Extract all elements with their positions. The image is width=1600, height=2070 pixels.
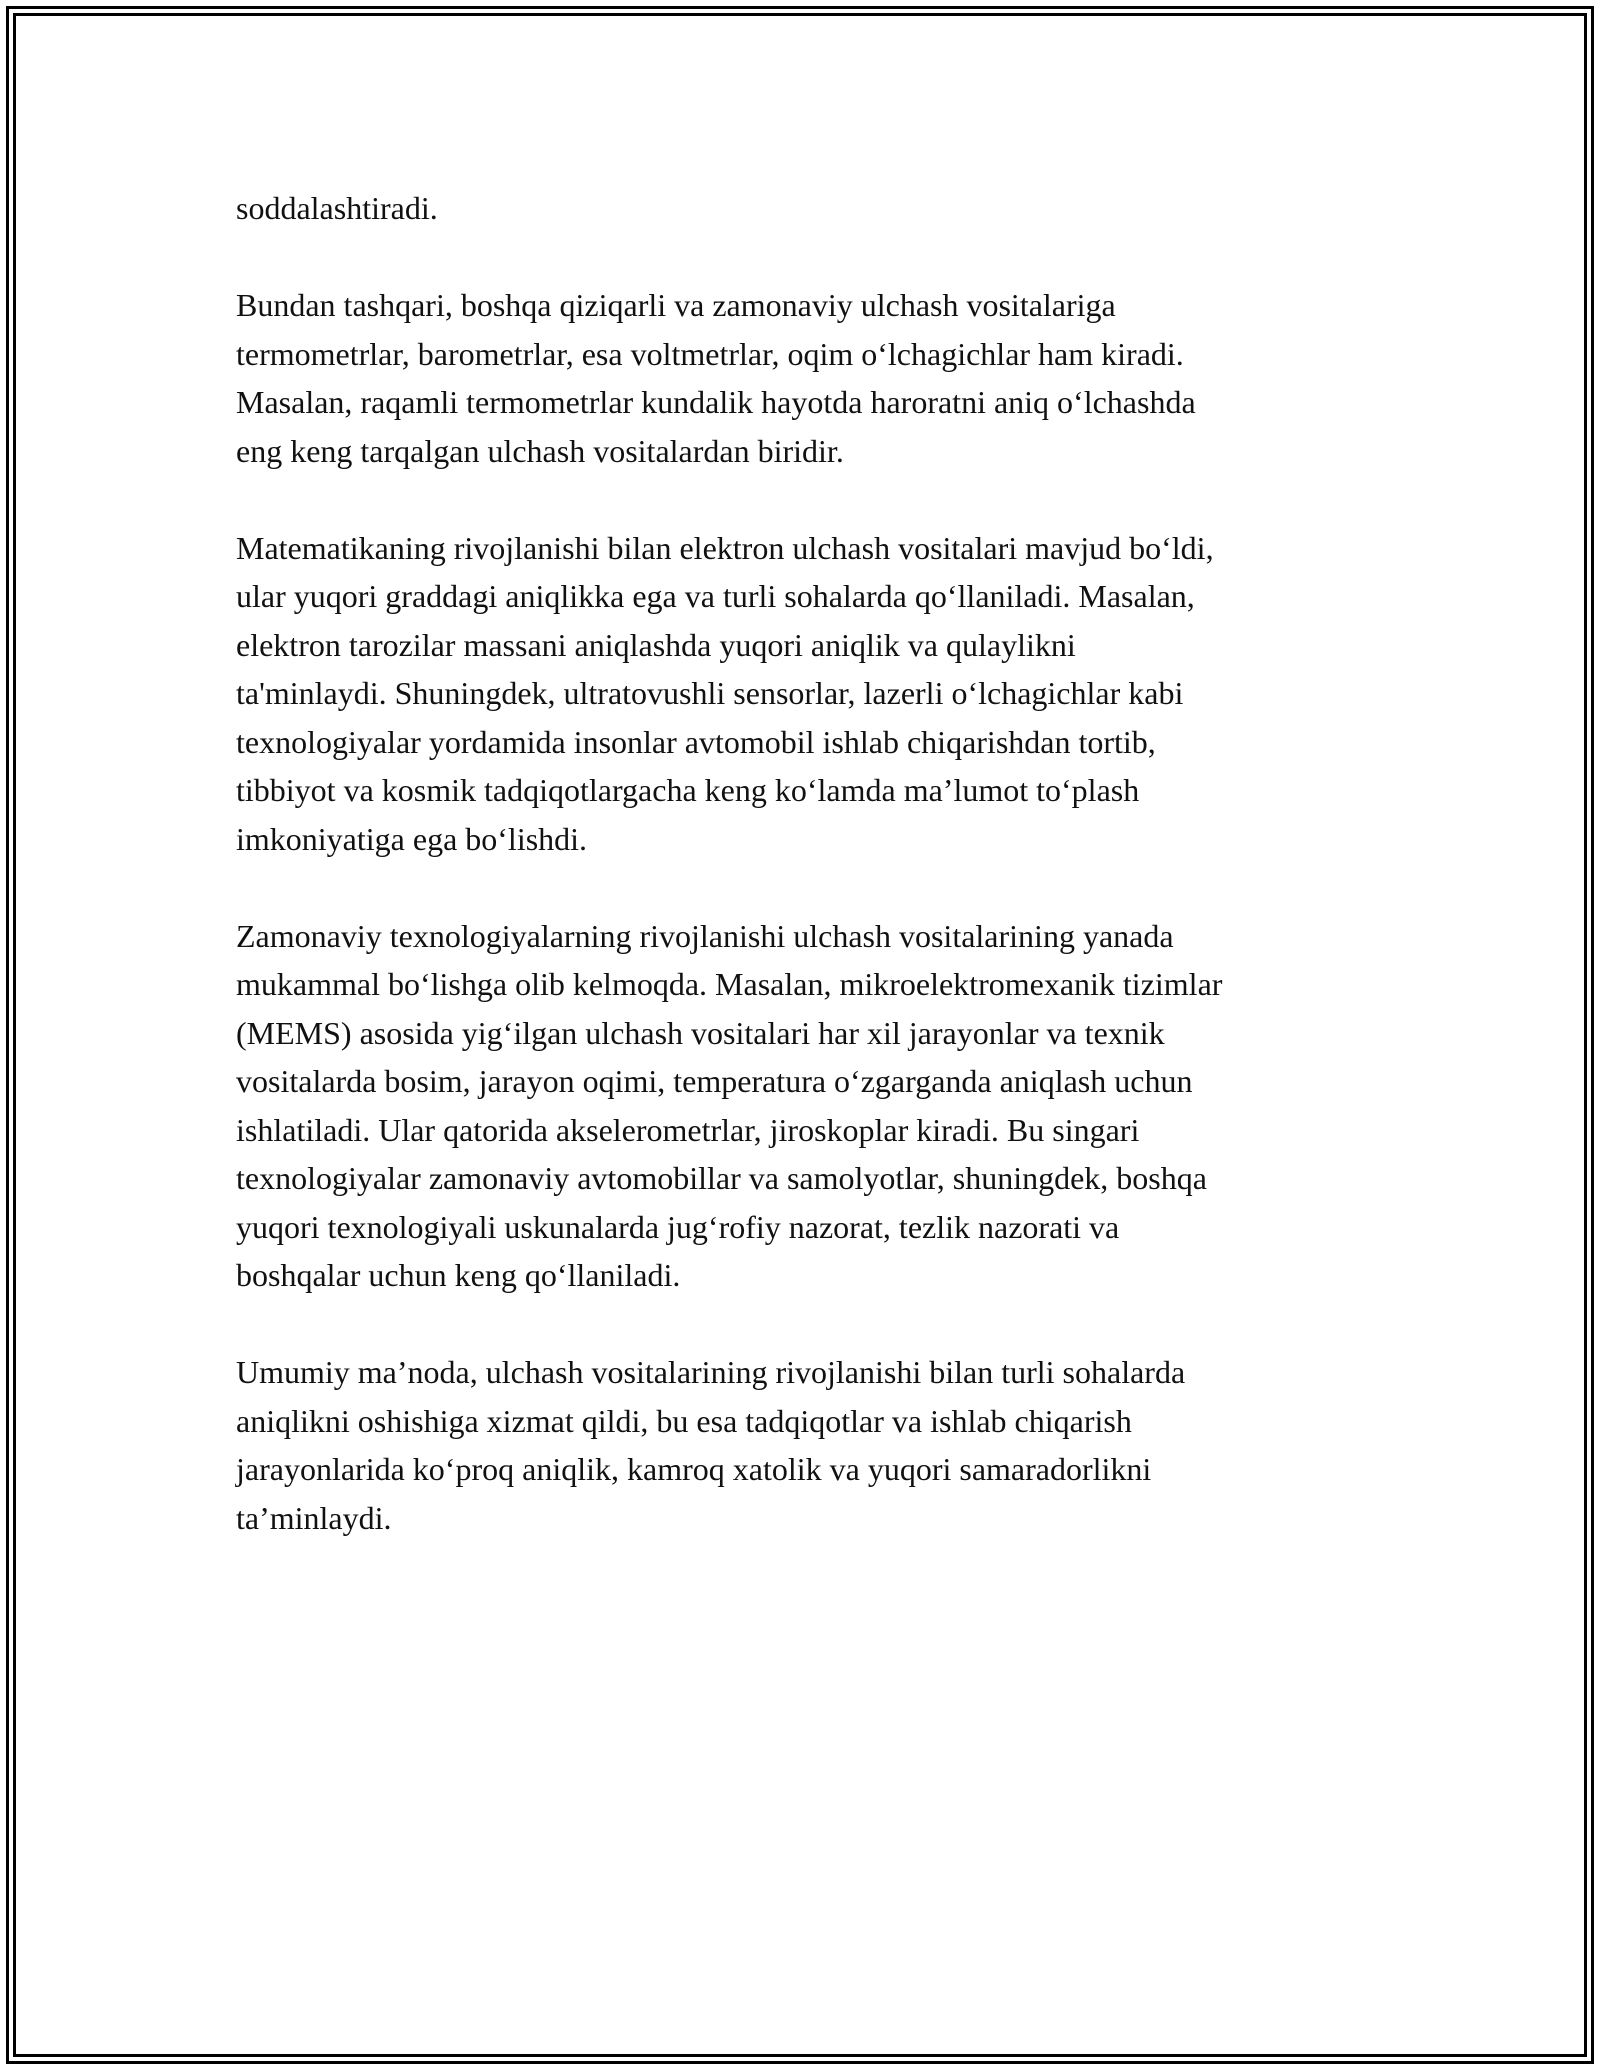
paragraph-electronic-instruments: Matematikaning rivojlanishi bilan elektron ulchash vositalari mavjud bo‘ldi, ular yuqori graddagi aniqlikka ega va turli sohalarda qo‘llaniladi. Masalan, elektron tarozilar massani aniqlashda yuqori aniqlik va qulaylikni ta'minlaydi. Shuningdek, ultratovushli sensorlar, lazerli o‘lchagichlar kabi texnologiyalar yordamida insonlar avtomobil ishlab chiqarishdan tortib, tibbiyot va kosmik tadqiqotlargacha keng ko‘lamda ma’lumot to‘plash imkoniyatiga ega bo‘lishdi. [236, 529, 1214, 857]
paragraph-continuation: soddalashtiradi. [236, 190, 438, 226]
paragraph-modern-technologies: Zamonaviy texnologiyalarning rivojlanishi ulchash vositalarining yanada mukammal bo‘lishga olib kelmoqda. Masalan, mikroelektromexanik tizimlar (MEMS) asosida yig‘ilgan ulchash vositalari har xil jarayonlar va texnik vositalarda bosim, jarayon oqimi, temperatura o‘zgarganda aniqlash uchun ishlatiladi. Ular qatorida akselerometrlar, jiroskoplar kiradi. Bu singari texnologiyalar zamonaviy avtomobillar va samolyotlar, shuningdek, boshqa yuqori texnologiyali uskunalarda jug‘rofiy nazorat, tezlik nazorati va boshqalar uchun keng qo‘llaniladi. [236, 917, 1223, 1293]
document-body [236, 184, 1386, 1591]
paragraph-measuring-instruments: Bundan tashqari, boshqa qiziqarli va zamonaviy ulchash vositalariga termometrlar, barometrlar, esa voltmetrlar, oqim o‘lchagichlar ham kiradi. Masalan, raqamli termometrlar kundalik hayotda haroratni aniq o‘lchashda eng keng tarqalgan ulchash vositalardan biridir. [236, 287, 1196, 469]
paragraph-conclusion: Umumiy ma’noda, ulchash vositalarining rivojlanishi bilan turli sohalarda aniqlikni oshishiga xizmat qildi, bu esa tadqiqotlar va ishlab chiqarish jarayonlarida ko‘proq aniqlik, kamroq xatolik va yuqori samaradorlikni ta’minlaydi. [236, 1354, 1186, 1536]
